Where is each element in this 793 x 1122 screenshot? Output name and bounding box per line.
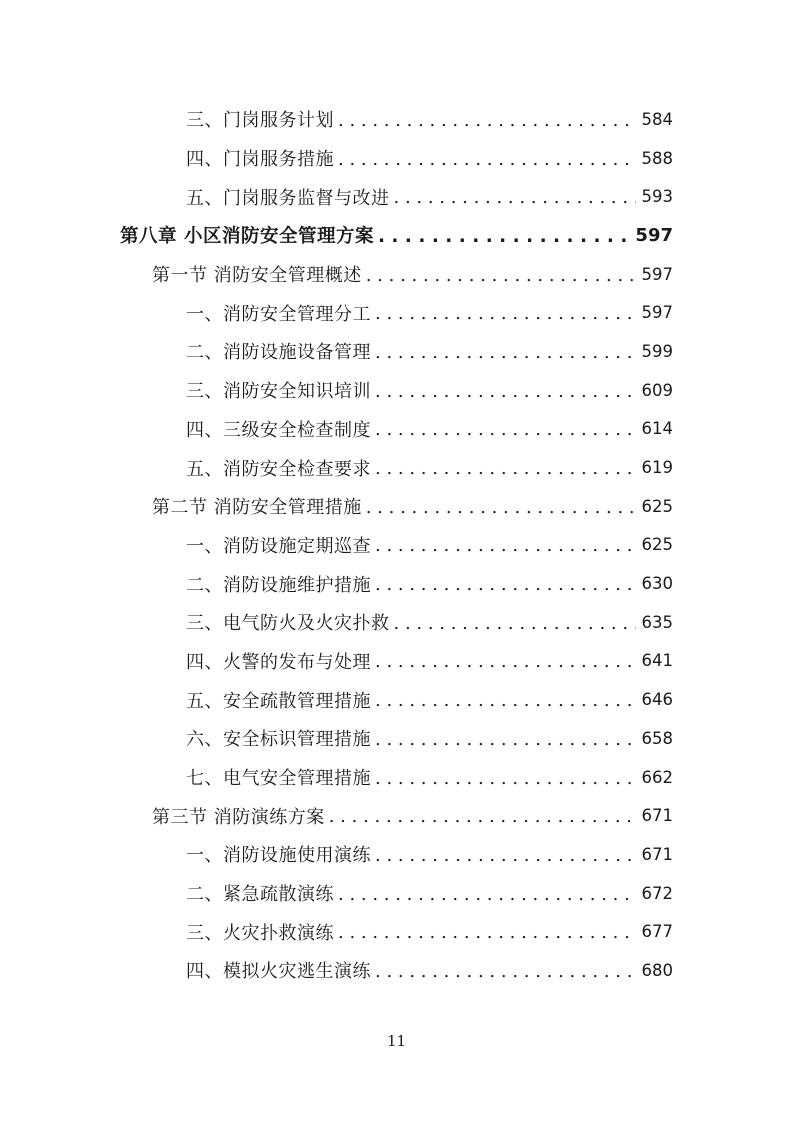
- toc-entry-page: 625: [641, 496, 673, 516]
- toc-entry-page: 599: [641, 341, 673, 361]
- toc-entry-title: 三、火灾扑救演练: [186, 922, 334, 944]
- dot-leader: [375, 574, 636, 595]
- toc-entry-title: 二、消防设施设备管理: [186, 342, 371, 364]
- toc-entry-title: 五、门岗服务监督与改进: [186, 187, 390, 209]
- toc-entry-item[interactable]: [0, 332, 793, 371]
- toc-entry-item[interactable]: [0, 293, 793, 332]
- dot-leader: [394, 613, 636, 634]
- toc-entry-page: 641: [641, 651, 673, 671]
- toc-entry-page: 597: [635, 224, 673, 246]
- toc-entry-item[interactable]: [0, 874, 793, 913]
- dot-leader: [375, 690, 636, 711]
- dot-leader: [366, 265, 636, 286]
- toc-entry-section[interactable]: [0, 796, 793, 835]
- toc-entry-page: 635: [641, 612, 673, 632]
- toc-entry-page: 662: [641, 767, 673, 787]
- toc-entry-page: 646: [641, 690, 673, 710]
- dot-leader: [375, 651, 636, 672]
- toc-entry-page: 671: [641, 806, 673, 826]
- dot-leader: [375, 342, 636, 363]
- toc-entry-title: 七、电气安全管理措施: [186, 768, 371, 790]
- toc-entry-item[interactable]: [0, 177, 793, 216]
- toc-entry-item[interactable]: [0, 835, 793, 874]
- toc-entry-title: 三、门岗服务计划: [186, 110, 334, 132]
- toc-entry-item[interactable]: [0, 564, 793, 603]
- toc-entry-page: 680: [641, 960, 673, 980]
- toc-entry-item[interactable]: [0, 410, 793, 449]
- page-number: 11: [386, 1032, 407, 1050]
- toc-entry-page: 609: [641, 380, 673, 400]
- toc-entry-item[interactable]: [0, 758, 793, 797]
- dot-leader: [375, 535, 636, 556]
- toc-entry-page: 630: [641, 574, 673, 594]
- toc-entry-title: 一、消防安全管理分工: [186, 303, 371, 325]
- dot-leader: [375, 768, 636, 789]
- toc-entry-item[interactable]: [0, 680, 793, 719]
- toc-entry-page: 584: [641, 109, 673, 129]
- toc-entry-title: 第一节 消防安全管理概述: [152, 265, 362, 287]
- dot-leader: [338, 922, 636, 943]
- toc-entry-chapter[interactable]: [0, 216, 793, 255]
- toc-entry-page: 625: [641, 535, 673, 555]
- dot-leader: [394, 187, 636, 208]
- dot-leader: [329, 806, 636, 827]
- toc-entry-section[interactable]: [0, 487, 793, 526]
- toc-entry-title: 四、模拟火灾逃生演练: [186, 961, 371, 983]
- toc-entry-page: 593: [641, 187, 673, 207]
- toc-entry-page: 672: [641, 883, 673, 903]
- toc-entry-item[interactable]: [0, 526, 793, 565]
- dot-leader: [338, 149, 636, 170]
- toc-entry-title: 二、紧急疏散演练: [186, 884, 334, 906]
- toc-entry-item[interactable]: [0, 642, 793, 681]
- toc-entry-title: 第二节 消防安全管理措施: [152, 497, 362, 519]
- toc-entry-page: 588: [641, 148, 673, 168]
- toc-entry-title: 第八章 小区消防安全管理方案: [120, 226, 374, 248]
- toc-entry-title: 第三节 消防演练方案: [152, 806, 325, 828]
- dot-leader: [375, 729, 636, 750]
- toc-entry-title: 二、消防设施维护措施: [186, 574, 371, 596]
- toc-entry-page: 614: [641, 419, 673, 439]
- table-of-contents: [0, 100, 793, 990]
- dot-leader: [375, 303, 636, 324]
- toc-entry-item[interactable]: [0, 100, 793, 139]
- toc-entry-item[interactable]: [0, 371, 793, 410]
- toc-entry-page: 619: [641, 458, 673, 478]
- toc-entry-item[interactable]: [0, 603, 793, 642]
- toc-entry-item[interactable]: [0, 139, 793, 178]
- toc-entry-item[interactable]: [0, 912, 793, 951]
- toc-entry-item[interactable]: [0, 448, 793, 487]
- toc-entry-title: 四、火警的发布与处理: [186, 651, 371, 673]
- toc-entry-title: 三、电气防火及火灾扑救: [186, 613, 390, 635]
- dot-leader: [338, 110, 636, 131]
- toc-entry-page: 597: [641, 264, 673, 284]
- toc-entry-title: 一、消防设施定期巡查: [186, 535, 371, 557]
- toc-entry-section[interactable]: [0, 255, 793, 294]
- dot-leader: [375, 845, 636, 866]
- toc-entry-title: 三、消防安全知识培训: [186, 381, 371, 403]
- dot-leader: [375, 419, 636, 440]
- toc-entry-title: 一、消防设施使用演练: [186, 845, 371, 867]
- dot-leader: [375, 458, 636, 479]
- dot-leader: [366, 497, 636, 518]
- toc-entry-item[interactable]: [0, 719, 793, 758]
- toc-entry-item[interactable]: [0, 951, 793, 990]
- dot-leader: [375, 961, 636, 982]
- dot-leader: [375, 381, 636, 402]
- dot-leader: [378, 226, 629, 247]
- toc-entry-title: 五、消防安全检查要求: [186, 458, 371, 480]
- toc-entry-page: 677: [641, 922, 673, 942]
- toc-entry-title: 四、三级安全检查制度: [186, 419, 371, 441]
- toc-entry-title: 五、安全疏散管理措施: [186, 690, 371, 712]
- toc-entry-title: 六、安全标识管理措施: [186, 729, 371, 751]
- dot-leader: [338, 884, 636, 905]
- toc-entry-page: 658: [641, 728, 673, 748]
- toc-entry-page: 597: [641, 303, 673, 323]
- toc-entry-title: 四、门岗服务措施: [186, 149, 334, 171]
- toc-entry-page: 671: [641, 844, 673, 864]
